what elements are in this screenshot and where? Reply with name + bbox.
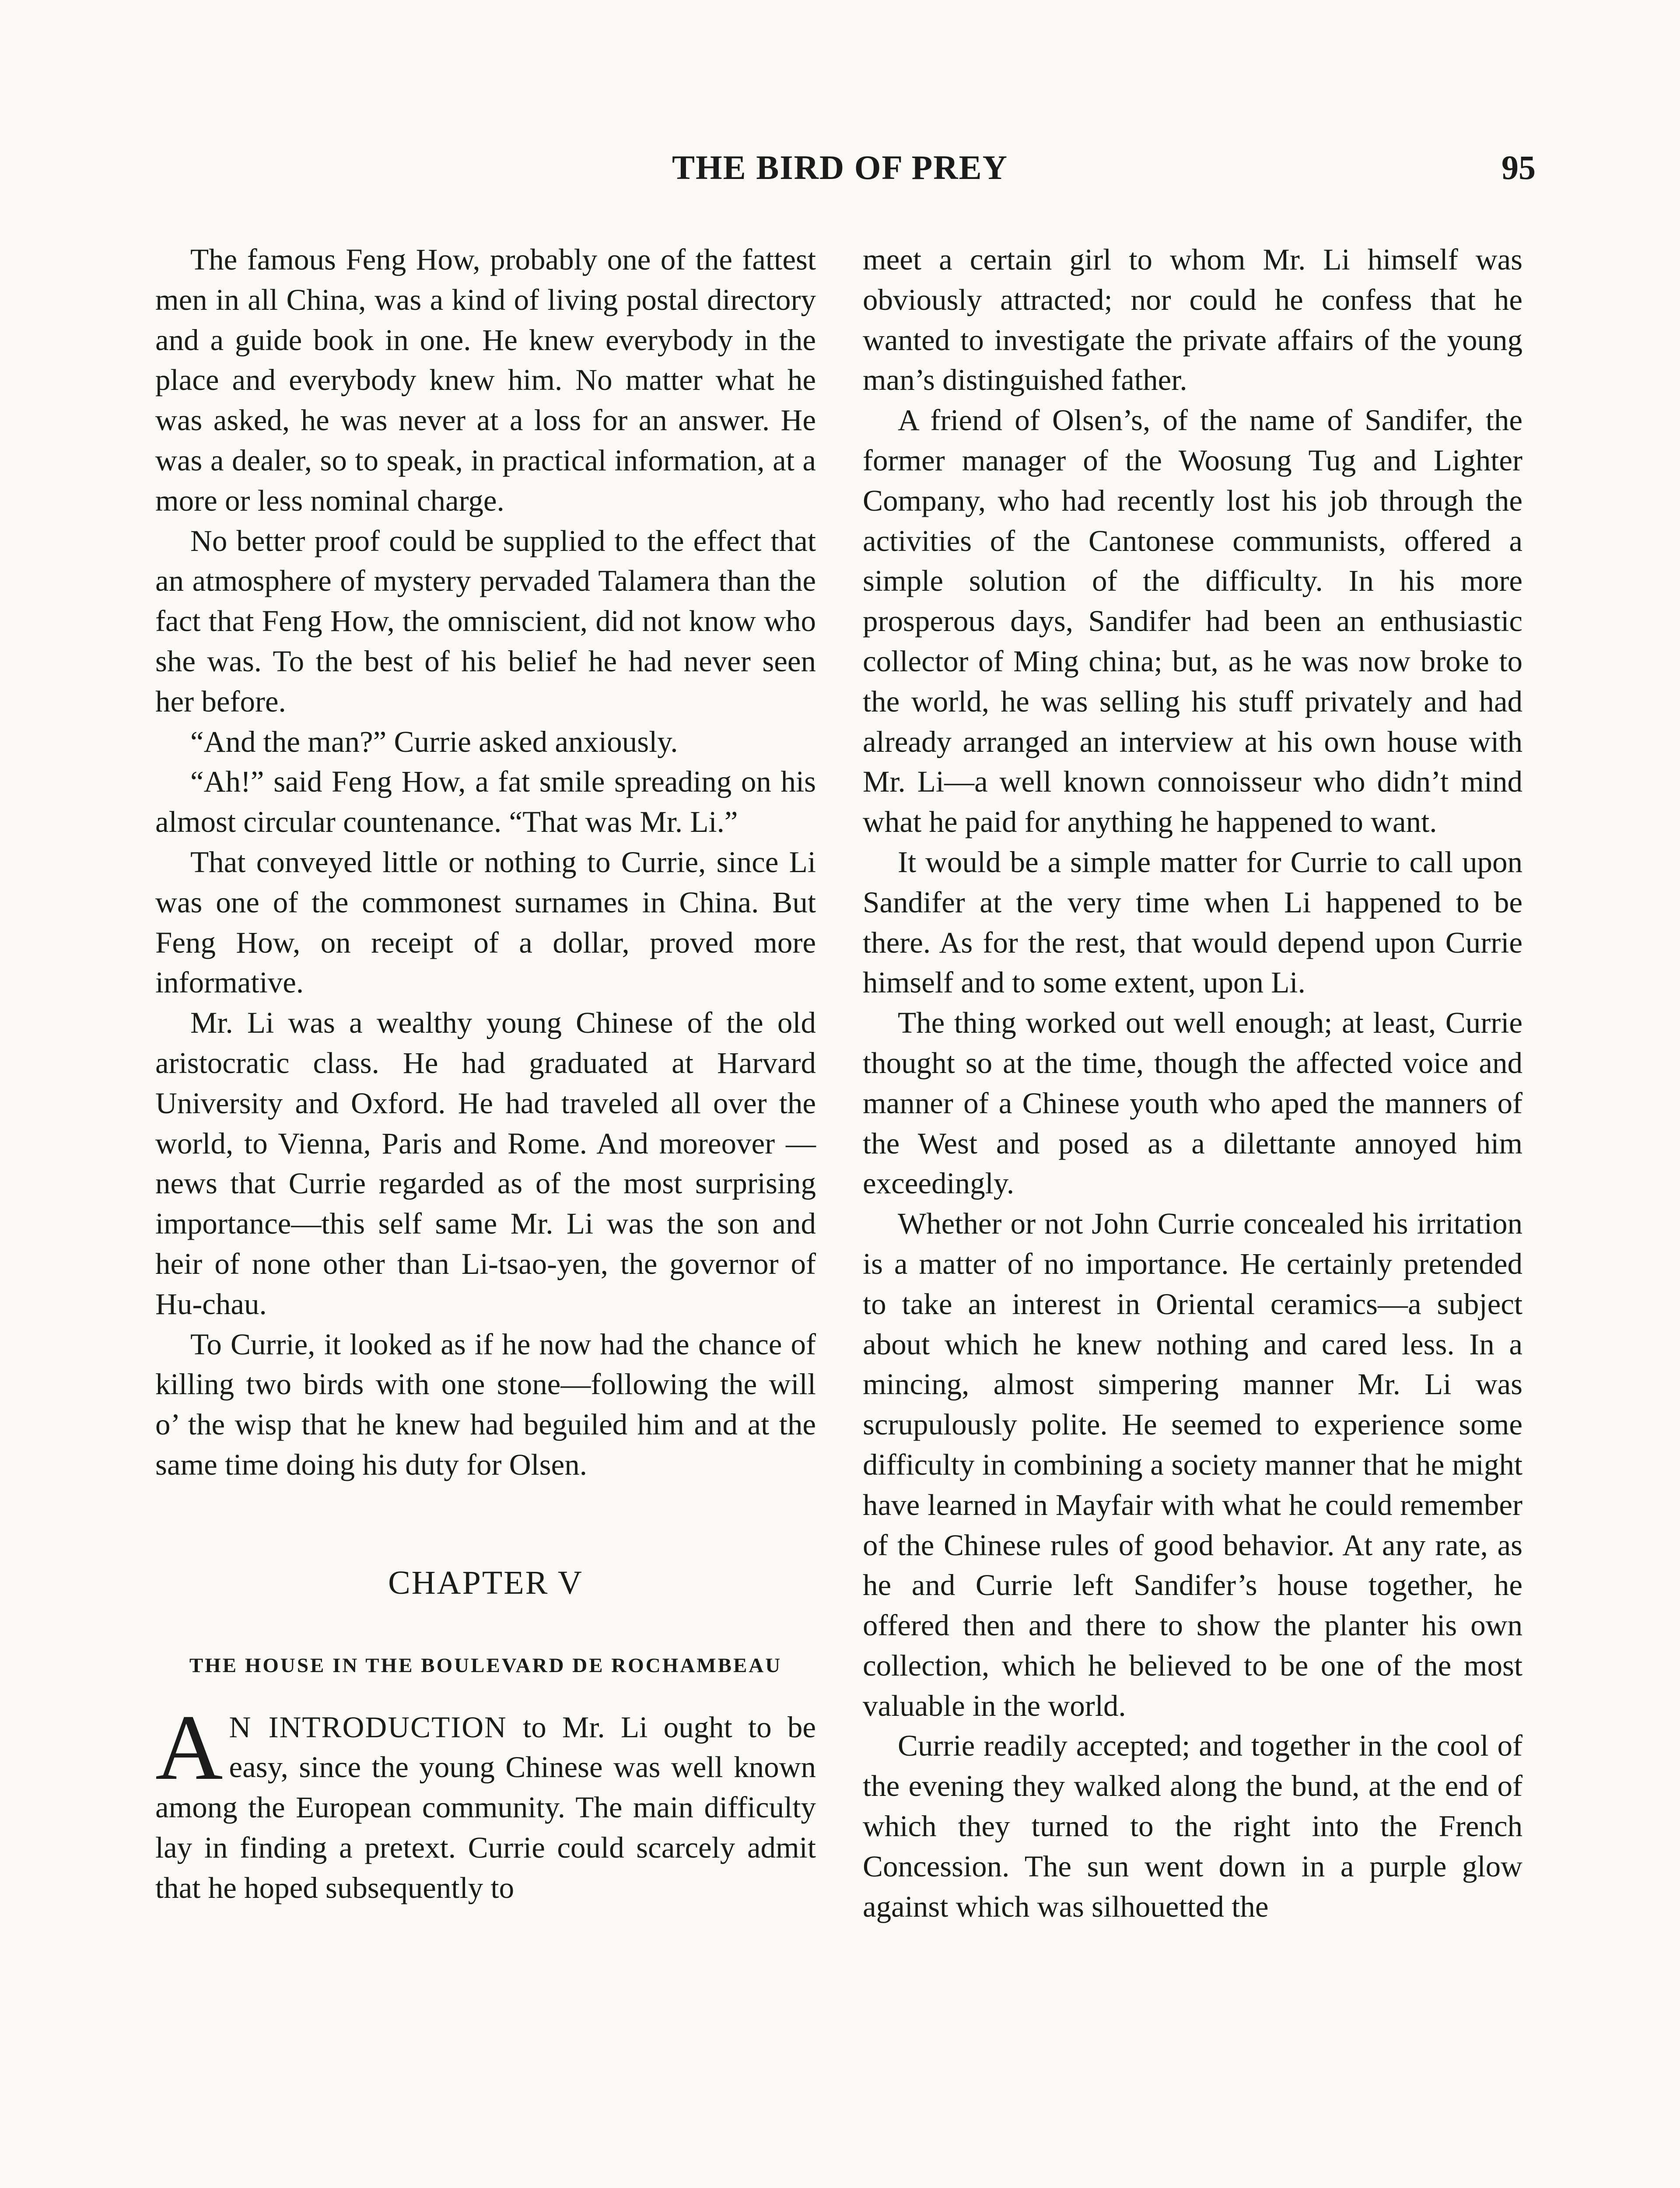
chapter-intro-paragraph	[155, 1695, 816, 1908]
intro-text: to Mr. Li ought to be easy, since the young Chinese was well known among the European community. The main difficulty lay in finding a pretext. Currie could scarcely admit that he hoped subsequently to	[155, 1710, 816, 1904]
paragraph: It would be a simple matter for Currie to call upon Sandifer at the very time when Li happened to be there. As for the rest, that would depend upon Currie himself and to some extent, upon Li.	[863, 845, 1522, 999]
left-column	[155, 240, 816, 1908]
chapter-title: CHAPTER V	[388, 1564, 583, 1601]
paragraph: “And the man?” Currie asked anxiously.	[190, 725, 678, 758]
page-header	[0, 148, 1680, 200]
right-column	[863, 240, 1522, 1927]
continued-paragraph: meet a certain girl to whom Mr. Li himself was obviously attracted; nor could he confess that he wanted to investigate the private affairs of the young man’s distinguished father.	[863, 243, 1522, 397]
drop-cap: A	[155, 1695, 223, 1799]
paragraph: The thing worked out well enough; at least, Currie thought so at the time, though the affected voice and manner of a Chinese youth who aped the manners of the West and posed as a dilettante annoyed him exceedingly.	[863, 1006, 1522, 1200]
paragraph: A friend of Olsen’s, of the name of Sandifer, the former manager of the Woosung Tug and Lighter Company, who had recently lost his job through the activities of the Cantonese communists, offered a simple solution of the difficulty. In his more prosperous days, Sandifer had been an enthusiastic collector of Ming china; but, as he was now broke to the world, he was selling his stuff privately and had already arranged an interview at his own house with Mr. Li—a well known connoisseur who didn’t mind what he paid for anything he happened to want.	[863, 403, 1522, 839]
running-title: THE BIRD OF PREY	[672, 148, 1008, 186]
paragraph: Currie readily accepted; and together in the cool of the evening they walked along the bund, at the end of which they turned to the right into the French Concession. The sun went down in a purple glow against which was silhouetted the	[863, 1729, 1522, 1923]
page-number: 95	[1502, 148, 1536, 186]
paragraph: To Currie, it looked as if he now had the chance of killing two birds with one stone—following the will o’ the wisp that he knew had beguiled him and at the same time doing his duty for Olsen.	[155, 1327, 816, 1481]
paragraph: The famous Feng How, probably one of the fattest men in all China, was a kind of living postal directory and a guide book in one. He knew everybody in the place and everybody knew him. No matter what he was asked, he was never at a loss for an answer. He was a dealer, so to speak, in practical information, at a more or less nominal charge.	[155, 243, 816, 517]
intro-lead-caps: N INTRODUCTION	[229, 1710, 507, 1744]
paragraph: That conveyed little or nothing to Currie, since Li was one of the commonest surnames in China. But Feng How, on receipt of a dollar, proved more informative.	[155, 845, 816, 999]
paragraph: “Ah!” said Feng How, a fat smile spreading on his almost circular countenance. “That was Mr. Li.”	[155, 765, 816, 839]
paragraph: Whether or not John Currie concealed his irritation is a matter of no importance. He certainly pretended to take an interest in Oriental ceramics—a subject about which he knew nothing and cared less. In a mincing, almost simpering manner Mr. Li was scrupulously polite. He seemed to experience some difficulty in combining a society manner that he might have learned in Mayfair with what he could remember of the Chinese rules of good behavior. At any rate, as he and Currie left Sandifer’s house together, he offered then and there to show the planter his own collection, which he believed to be one of the most valuable in the world.	[863, 1207, 1522, 1722]
paragraph: Mr. Li was a wealthy young Chinese of the old aristocratic class. He had graduated at Harvard University and Oxford. He had traveled all over the world, to Vienna, Paris and Rome. And moreover —news that Currie regarded as of the most surprising importance—this self same Mr. Li was the son and heir of none other than Li-tsao-yen, the governor of Hu-chau.	[155, 1006, 816, 1321]
chapter-subtitle: THE HOUSE IN THE BOULEVARD DE ROCHAMBEAU	[189, 1654, 782, 1677]
paragraph: No better proof could be supplied to the effect that an atmosphere of mystery pervaded Talamera than the fact that Feng How, the omniscient, did not know who she was. To the best of his belief he had never seen her before.	[155, 524, 816, 718]
